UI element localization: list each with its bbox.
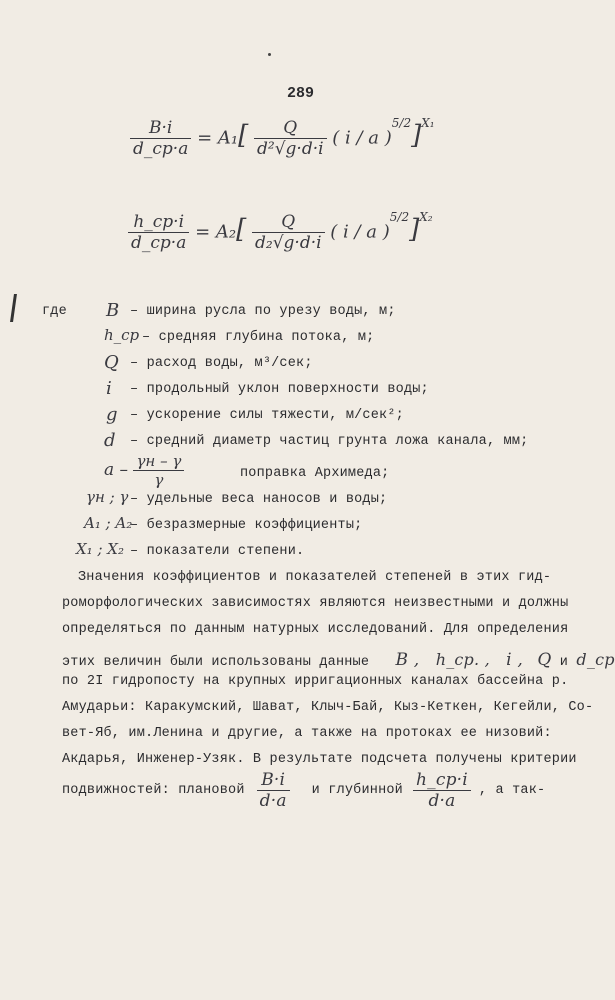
margin-mark [10,294,17,322]
paragraph-line-9 [62,770,545,811]
depth-criterion-num: h_cp·i [416,770,468,790]
def-9-symbol: X₁ ; X₂ [76,540,124,558]
paragraph-line-2: роморфологических зависимостях являются неизвестными и должны [62,596,569,611]
formula-1: $\frac{B\cdot i}{d\_cp\cdot a}$ = A₁[ $\frac{Q}{\text{d²√g·d·i}}$ ( i / a )$^{5/2}$]$^{X_1}$ [130,118,435,159]
inline-symbol-b: B , [395,650,420,670]
formula-2-inner [252,212,325,253]
def-0-text: – ширина русла по урезу воды, м; [130,304,396,319]
formula-1-exp: 5/2 [391,115,412,130]
formula-2-equals: = [195,221,211,243]
archimedes-expr [104,452,184,489]
plan-criterion-den: d·a [259,791,287,811]
plan-criterion [257,770,290,811]
paragraph-line-4-text: этих величин были использованы данные [62,655,370,670]
paragraph-line-7: вет-Яб, им.Ленина и другие, а также на протоках ее низовий: [62,726,552,741]
formula-1-lhs-den: d_cp·a [133,139,189,159]
plan-criterion-num: B·i [261,770,286,790]
def-4-symbol: g [106,404,118,425]
def-3-symbol: i [106,378,112,399]
formula-2-paren: ( i / a ) [330,221,390,243]
paragraph-line-3: определяться по данным натурных исследований. Для определения [62,622,569,637]
inline-symbol-q: Q [537,650,552,670]
archimedes-den: γ [154,471,164,489]
formula-2-coef: A₂ [215,221,237,243]
formula-1-outer-exp: X₁ [421,115,435,130]
formula-2-lhs [128,212,189,253]
archimedes-num: γн – γ [136,452,182,470]
def-2-text: – расход воды, м³/сек; [130,356,313,371]
paragraph-line-1: Значения коэффициентов и показателей степеней в этих гид- [78,570,552,585]
inline-symbol-i: i , [506,650,524,670]
paragraph-line-5: по 2I гидропосту на крупных ирригационных каналах бассейна р. [62,674,569,689]
inline-symbol-d: d_cp [576,650,615,669]
paragraph-line-8: Акдарья, Инженер-Узяк. В результате подсчета получены критерии [62,752,577,767]
archimedes-frac [133,452,184,489]
depth-criterion-den: d·a [428,791,456,811]
formula-1-coef: A₁ [217,127,239,149]
paragraph-line-4 [62,650,615,670]
formula-2-outer-exp: X₂ [419,209,433,224]
formula-2-inner-num: Q [281,212,296,232]
formula-1-paren: ( i / a ) [332,127,392,149]
archimedes-prefix: a – [104,460,129,480]
formula-1-lhs-num: B·i [148,118,173,138]
def-1-symbol: h_cp [104,326,140,344]
def-8-text: – безразмерные коэффициенты; [130,518,363,533]
def-7-text: – удельные веса наносов и воды; [130,492,388,507]
formula-2-lhs-num: h_cp·i [133,212,185,232]
def-5-symbol: d [104,430,116,451]
inline-and: и [559,655,569,670]
inline-symbol-h: h_cp. , [435,650,490,669]
formula-2: $\frac{h\_cp\cdot i}{d\_cp\cdot a}$ = A₂[ $\frac{Q}{\text{d₂√g·d·i}}$ ( i / a )$^{5/2}$]$^{X_2}$ [128,212,433,253]
formula-2-inner-den: d₂√g·d·i [255,233,322,253]
formula-2-lhs-den: d_cp·a [131,233,187,253]
formula-1-lhs [130,118,191,159]
def-4-text: – ускорение силы тяжести, м/сек²; [130,408,404,423]
page-number: 289 [287,85,315,102]
formula-1-inner-num: Q [283,118,298,138]
def-1-text: – средняя глубина потока, м; [142,330,375,345]
formula-1-inner [254,118,327,159]
def-7-symbol: γн ; γ [86,488,129,506]
formula-2-exp: 5/2 [389,209,410,224]
paragraph-line-9-tail: , а так- [478,783,546,798]
def-3-text: – продольный уклон поверхности воды; [130,382,429,397]
def-6-text: поправка Архимеда; [240,466,390,481]
formula-1-inner-den: d²√g·d·i [257,139,324,159]
paragraph-line-6: Амударьи: Каракумский, Шават, Клыч-Бай, Кыз-Кеткен, Кегейли, Со- [62,700,594,715]
formula-1-equals: = [197,127,213,149]
def-0-symbol: B [106,300,120,321]
paper-speck [268,53,271,56]
def-9-text: – показатели степени. [130,544,305,559]
def-2-symbol: Q [104,352,119,373]
where-word: где [42,304,67,319]
def-8-symbol: A₁ ; A₂ [84,514,133,532]
paragraph-line-9-text: подвижностей: плановой [62,783,245,798]
depth-criterion [413,770,471,811]
paragraph-line-9-middle: и глубинной [311,783,403,798]
def-5-text: – средний диаметр частиц грунта ложа канала, мм; [130,434,529,449]
